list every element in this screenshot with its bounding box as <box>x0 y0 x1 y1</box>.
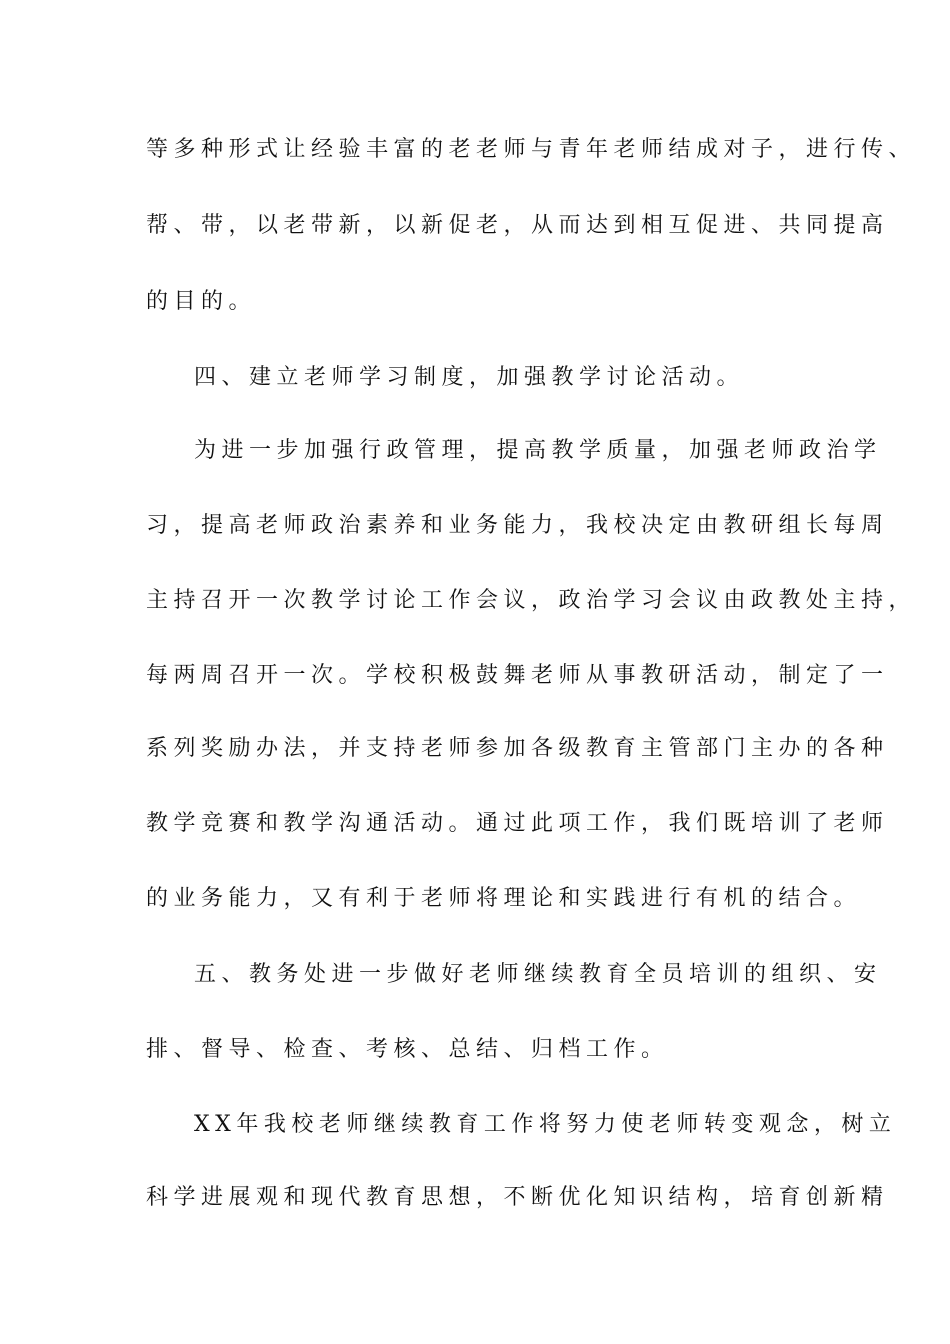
text-line-3: 的目的。 <box>146 289 257 314</box>
text-line-11: 的业务能力，又有利于老师将理论和实践进行有机的结合。 <box>146 886 862 911</box>
text-line-14: XX年我校老师继续教育工作将努力使老师转变观念，树立 <box>194 1112 897 1137</box>
text-line-6: 习，提高老师政治素养和业务能力，我校决定由教研组长每周 <box>146 513 889 538</box>
text-line-2: 帮、带，以老带新，以新促老，从而达到相互促进、共同提高 <box>146 213 889 238</box>
section-heading-4: 四、建立老师学习制度，加强教学讨论活动。 <box>194 365 745 390</box>
text-line-5: 为进一步加强行政管理，提高教学质量，加强老师政治学 <box>194 438 882 463</box>
text-line-8: 每两周召开一次。学校积极鼓舞老师从事教研活动，制定了一 <box>146 663 889 688</box>
text-line-10: 教学竞赛和教学沟通活动。通过此项工作，我们既培训了老师 <box>146 811 889 836</box>
text-line-15: 科学进展观和现代教育思想，不断优化知识结构，培育创新精 <box>146 1185 889 1210</box>
text-line-7: 主持召开一次教学讨论工作会议，政治学习会议由政教处主持， <box>146 588 917 613</box>
text-line-1: 等多种形式让经验丰富的老老师与青年老师结成对子，进行传、 <box>146 137 917 162</box>
section-heading-5: 五、教务处进一步做好老师继续教育全员培训的组织、安 <box>194 962 882 987</box>
text-line-13: 排、督导、检查、考核、总结、归档工作。 <box>146 1037 669 1062</box>
text-line-9: 系列奖励办法，并支持老师参加各级教育主管部门主办的各种 <box>146 736 889 761</box>
